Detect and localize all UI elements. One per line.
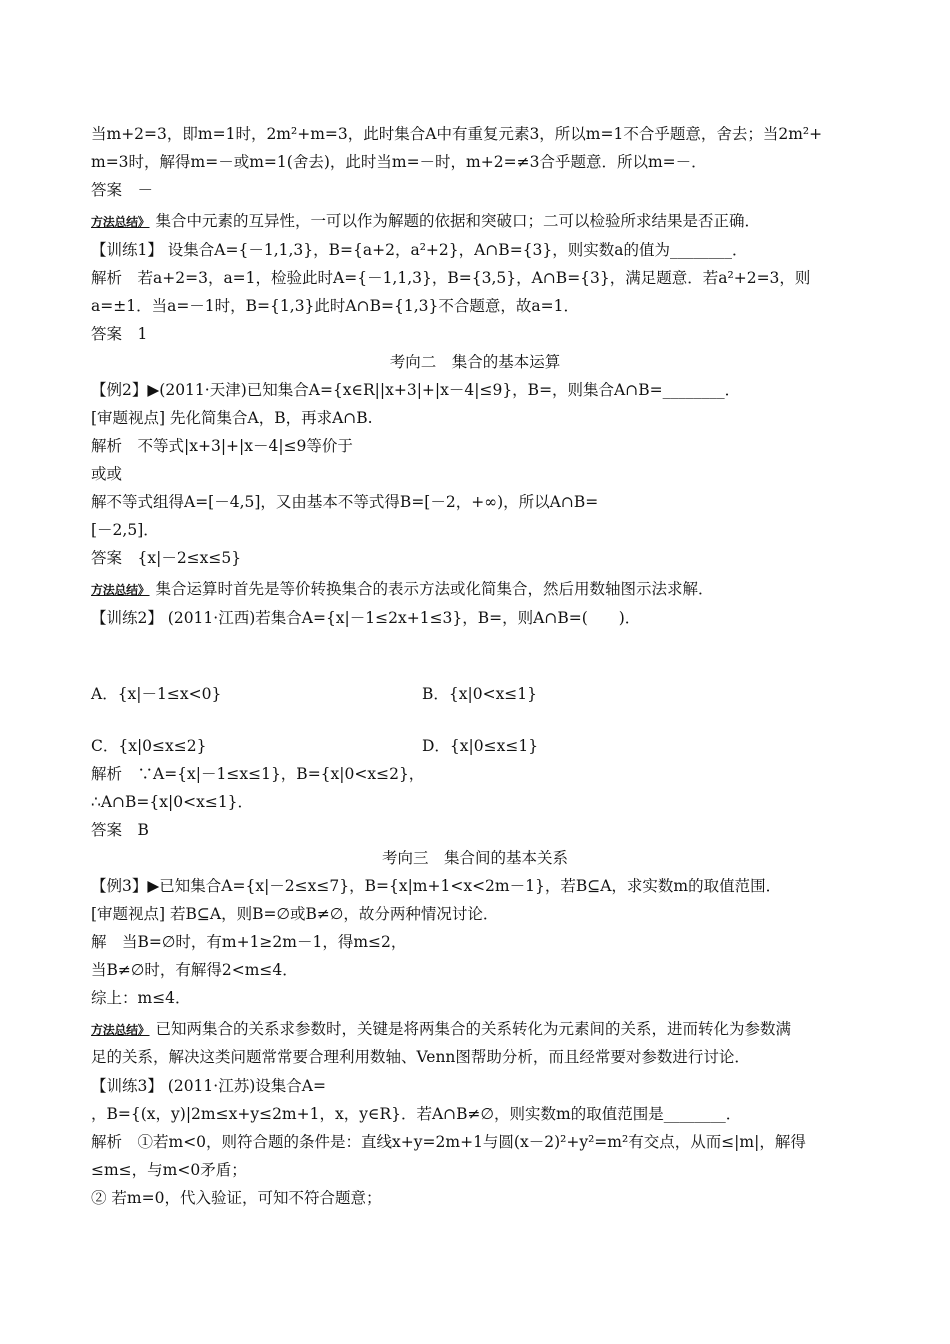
section-heading: 考向三 集合间的基本关系: [381, 849, 568, 867]
text-line: m=3时，解得m=－或m=1(舍去)，此时当m=－时，m+2=≠3合乎题意．所以m=－．: [91, 153, 707, 171]
text-line: 解析 ①若m<0，则符合题的条件是：直线x+y=2m+1与圆(x－2)²+y²=m²有交点，从而≤|m|，解得: [91, 1133, 806, 1151]
exercise-2: 【训练2】 (2011·江西)若集合A={x|－1≤2x+1≤3}，B=，则A∩B=( )．: [91, 609, 641, 627]
option-d: D．{x|0≤x≤1}: [422, 737, 539, 755]
exercise-1: 【训练1】 设集合A={－1,1,3}，B={a+2，a²+2}，A∩B={3}，则实数a的值为________．: [91, 241, 748, 259]
text-line: 足的关系，解决这类问题常常要合理利用数轴、Venn图帮助分析，而且经常要对参数进行讨论．: [91, 1048, 750, 1066]
text-line: ≤m≤，与m<0矛盾；: [91, 1161, 247, 1179]
answer-line: 答案 1: [91, 325, 148, 343]
text-line: [－2,5]．: [91, 521, 159, 539]
text-line: 解析 ∵A={x|－1≤x≤1}，B={x|0<x≤2}，: [91, 765, 425, 783]
answer-line: 答案 B: [91, 821, 149, 839]
text-line: ∴A∩B={x|0<x≤1}．: [91, 793, 254, 811]
text-line: 解析 若a+2=3，a=1，检验此时A={－1,1,3}，B={3,5}，A∩B={3}，满足题意．若a²+2=3，则: [91, 269, 811, 287]
example-3: 【例3】▶已知集合A={x|－2≤x≤7}，B={x|m+1<x<2m－1}，若B⊆A，求实数m的取值范围．: [91, 877, 782, 895]
text-line: 解 当B=∅时，有m+1≥2m－1，得m≤2，: [91, 933, 407, 951]
method-summary: [91, 1019, 870, 1040]
method-summary: [91, 579, 870, 600]
option-b: B．{x|0<x≤1}: [422, 685, 538, 703]
text-line: 解析 不等式|x+3|+|x－4|≤9等价于: [91, 437, 353, 455]
option-c: C．{x|0≤x≤2}: [91, 737, 207, 755]
text-line: 解不等式组得A=[－4,5]，又由基本不等式得B=[－2，+∞)，所以A∩B=: [91, 493, 599, 511]
text-line: 综上：m≤4．: [91, 989, 191, 1007]
text-line: ② 若m=0，代入验证，可知不符合题意；: [91, 1189, 382, 1207]
method-summary-text: 集合运算时首先是等价转换集合的表示方法或化简集合，然后用数轴图示法求解．: [155, 580, 714, 598]
method-summary-text: 已知两集合的关系求参数时，关键是将两集合的关系转化为元素间的关系，进而转化为参数满: [155, 1020, 792, 1038]
option-a: A．{x|－1≤x<0}: [91, 685, 222, 703]
method-summary-tag: 方法总结》: [91, 1023, 150, 1037]
text-line: a=±1．当a=－1时，B={1,3}此时A∩B={1,3}不合题意，故a=1．: [91, 297, 579, 315]
text-line: 或或: [91, 465, 123, 483]
method-summary-tag: 方法总结》: [91, 215, 150, 229]
text-line: ，B={(x，y)|2m≤x+y≤2m+1，x，y∈R}．若A∩B≠∅，则实数m的取值范围是________．: [91, 1105, 742, 1123]
exercise-3: 【训练3】 (2011·江苏)设集合A=: [91, 1077, 326, 1095]
text-line: [审题视点] 先化简集合A，B，再求A∩B.: [91, 409, 373, 427]
method-summary-tag: 方法总结》: [91, 583, 150, 597]
method-summary: [91, 211, 870, 232]
section-heading: 考向二 集合的基本运算: [389, 353, 561, 371]
answer-line: 答案 {x|－2≤x≤5}: [91, 549, 242, 567]
text-line: 当m+2=3，即m=1时，2m²+m=3，此时集合A中有重复元素3，所以m=1不合乎题意，舍去；当2m²+: [91, 125, 823, 143]
answer-line: 答案 －: [91, 181, 154, 199]
method-summary-text: 集合中元素的互异性，一可以作为解题的依据和突破口；二可以检验所求结果是否正确．: [155, 212, 761, 230]
text-line: [审题视点] 若B⊆A，则B=∅或B≠∅，故分两种情况讨论．: [91, 905, 499, 923]
text-line: 当B≠∅时，有解得2<m≤4．: [91, 961, 298, 979]
example-2: 【例2】▶(2011·天津)已知集合A={x∈R||x+3|+|x－4|≤9}，B=，则集合A∩B=________．: [91, 381, 741, 399]
